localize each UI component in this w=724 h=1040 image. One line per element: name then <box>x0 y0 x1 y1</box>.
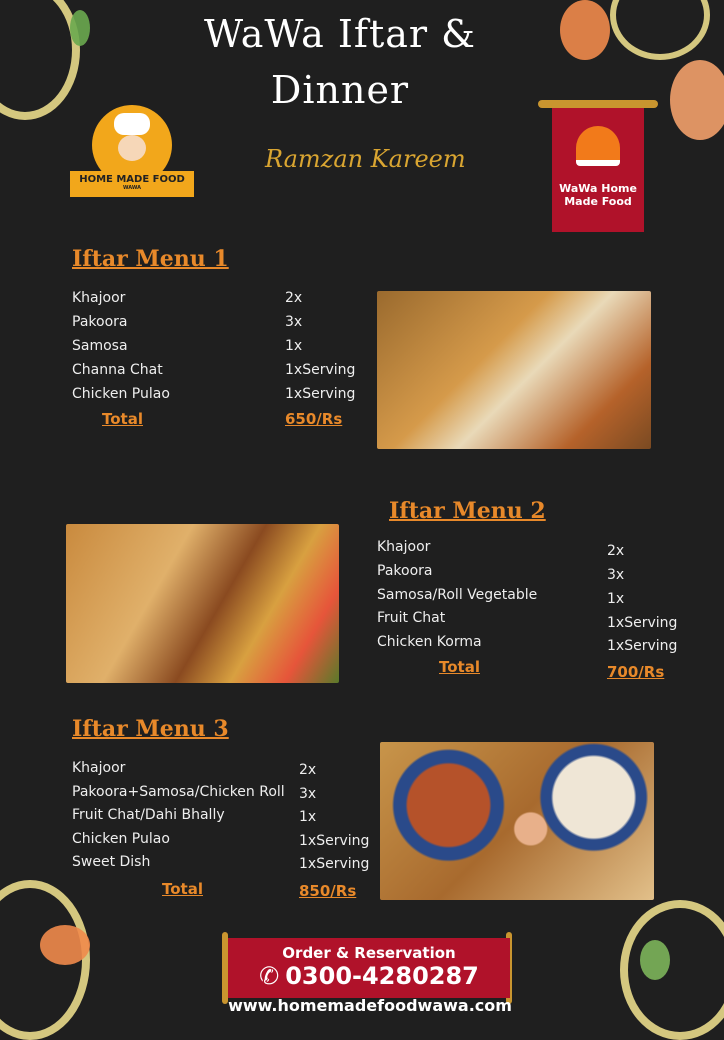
menu-item-qty: 1x <box>607 591 625 607</box>
menu-item-name: Khajoor <box>72 290 126 306</box>
menu-2-total-price: 700/Rs <box>607 663 665 681</box>
menu-item-name: Chicken Pulao <box>72 386 170 402</box>
menu-item-qty: 2x <box>285 290 303 306</box>
menu-item-qty: 2x <box>299 762 317 778</box>
logo-right-banner <box>552 104 644 232</box>
menu-item-qty: 1xServing <box>299 856 370 872</box>
page-title-line2: Dinner <box>270 68 410 112</box>
menu-item-qty: 1xServing <box>607 638 678 654</box>
menu-2-food-image <box>66 524 339 683</box>
menu-3-total-price: 850/Rs <box>299 882 357 900</box>
website-link[interactable]: www.homemadefoodwawa.com <box>228 996 512 1015</box>
chef-face-icon <box>118 135 146 161</box>
menu-item-name: Pakoora+Samosa/Chicken Roll <box>72 784 285 800</box>
decoration-bottom-right <box>620 900 724 1040</box>
phone-number[interactable]: 0300-4280287 <box>285 962 479 990</box>
menu-item-name: Sweet Dish <box>72 854 151 870</box>
menu-item-name: Channa Chat <box>72 362 163 378</box>
menu-item-name: Chicken Korma <box>377 634 482 650</box>
menu-item-qty: 1x <box>285 338 303 354</box>
logo-right-text-2: Made Food <box>564 195 632 208</box>
decoration-bottom-left-2 <box>40 925 90 965</box>
menu-1-title: Iftar Menu 1 <box>72 246 229 272</box>
menu-item-qty: 1xServing <box>299 833 370 849</box>
order-heading: Order & Reservation <box>282 944 456 962</box>
menu-item-name: Pakoora <box>377 563 433 579</box>
menu-1-total-price: 650/Rs <box>285 410 343 428</box>
menu-1-total-label: Total <box>102 410 143 428</box>
menu-item-name: Khajoor <box>72 760 126 776</box>
chef-hat-icon <box>114 113 150 135</box>
menu-item-name: Khajoor <box>377 539 431 555</box>
menu-item-qty: 1xServing <box>607 615 678 631</box>
menu-item-qty: 3x <box>607 567 625 583</box>
logo-left-text: HOME MADE FOOD <box>79 174 185 185</box>
logo-left-subtext: WAWA <box>122 185 142 191</box>
menu-item-name: Pakoora <box>72 314 128 330</box>
logo-left <box>70 105 194 201</box>
menu-1-food-image <box>377 291 651 449</box>
menu-item-name: Samosa <box>72 338 128 354</box>
menu-item-qty: 3x <box>285 314 303 330</box>
menu-item-qty: 1xServing <box>285 362 356 378</box>
menu-2-title: Iftar Menu 2 <box>389 498 546 524</box>
menu-item-qty: 1x <box>299 809 317 825</box>
menu-item-qty: 1xServing <box>285 386 356 402</box>
menu-item-qty: 2x <box>607 543 625 559</box>
menu-item-name: Fruit Chat <box>377 610 446 626</box>
subtitle: Ramzan Kareem <box>265 145 466 173</box>
menu-2-total-label: Total <box>439 658 480 676</box>
logo-right-text-1: WaWa Home <box>559 182 637 195</box>
cloche-fire-icon <box>576 126 620 166</box>
order-banner <box>228 938 510 998</box>
menu-item-qty: 3x <box>299 786 317 802</box>
menu-3-food-image <box>380 742 654 900</box>
menu-3-total-label: Total <box>162 880 203 898</box>
menu-item-name: Chicken Pulao <box>72 831 170 847</box>
menu-3-title: Iftar Menu 3 <box>72 716 229 742</box>
phone-icon: ✆ <box>259 962 280 990</box>
logo-left-ribbon <box>70 171 194 197</box>
rod-icon <box>538 100 658 108</box>
decoration-leaf-2 <box>640 940 670 980</box>
menu-item-name: Samosa/Roll Vegetable <box>377 587 538 603</box>
menu-item-name: Fruit Chat/Dahi Bhally <box>72 807 225 823</box>
page-title-line1: WaWa Iftar & <box>204 12 476 56</box>
